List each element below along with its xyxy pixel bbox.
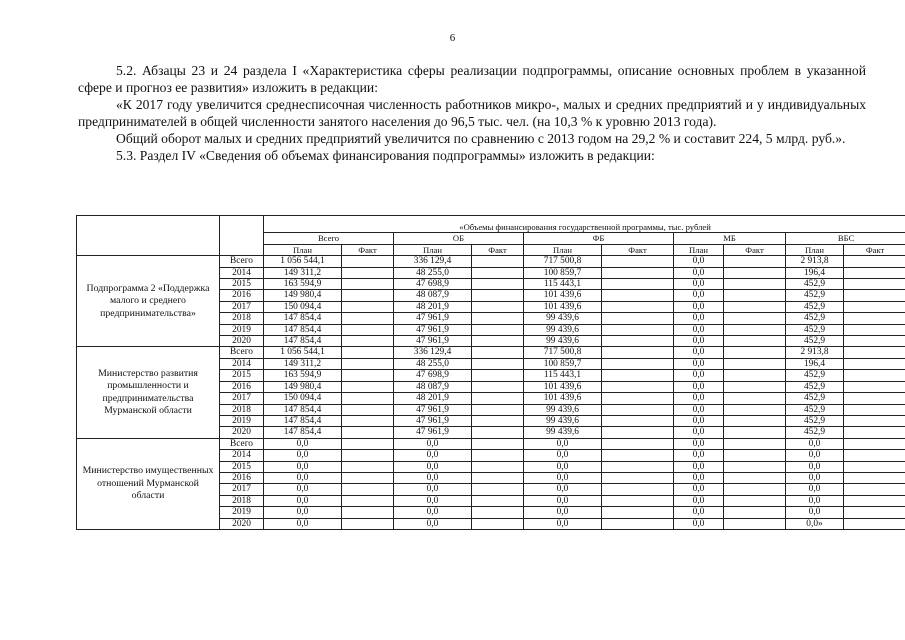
cell-fact-vbs <box>844 518 905 529</box>
cell-fact-ob <box>472 290 524 301</box>
cell-fact-total <box>342 313 394 324</box>
cell-fact-fb <box>602 415 674 426</box>
cell-fact-ob <box>472 427 524 438</box>
cell-fact-mb <box>724 450 786 461</box>
cell-plan-ob: 0,0 <box>394 461 472 472</box>
row-year: 2015 <box>220 370 264 381</box>
cell-plan-ob: 47 961,9 <box>394 427 472 438</box>
cell-fact-mb <box>724 427 786 438</box>
paragraph-turnover: Общий оборот малых и средних предприятий увеличится по сравнению с 2013 годом на 29,2 % и составит 224, 5 млрд. руб.». <box>116 131 846 146</box>
cell-plan-ob: 48 255,0 <box>394 358 472 369</box>
cell-fact-mb <box>724 404 786 415</box>
cell-plan-vbs: 0,0 <box>786 461 844 472</box>
cell-fact-total <box>342 279 394 290</box>
cell-fact-mb <box>724 472 786 483</box>
cell-plan-fb: 100 859,7 <box>524 267 602 278</box>
cell-fact-ob <box>472 381 524 392</box>
cell-fact-total <box>342 358 394 369</box>
cell-fact-total <box>342 484 394 495</box>
cell-plan-mb: 0,0 <box>674 313 724 324</box>
cell-fact-mb <box>724 495 786 506</box>
fact-header: Факт <box>472 244 524 255</box>
cell-plan-vbs: 452,9 <box>786 324 844 335</box>
cell-plan-ob: 0,0 <box>394 518 472 529</box>
cell-plan-vbs: 0,0 <box>786 438 844 449</box>
cell-fact-fb <box>602 472 674 483</box>
paragraph-quote-employment: «К 2017 году увеличится среднесписочная численность работников микро-, малых и средних предприятий и у индивидуальных предпринимателей в общей численности занятого населения до 96,5 тыс. чел. (на 10,3 % к уровню 2013 года). <box>78 97 866 129</box>
cell-plan-fb: 0,0 <box>524 461 602 472</box>
cell-fact-vbs <box>844 324 905 335</box>
cell-fact-vbs <box>844 404 905 415</box>
cell-plan-fb: 0,0 <box>524 507 602 518</box>
cell-plan-ob: 47 698,9 <box>394 279 472 290</box>
cell-fact-mb <box>724 290 786 301</box>
cell-fact-ob <box>472 472 524 483</box>
cell-fact-mb <box>724 324 786 335</box>
cell-fact-mb <box>724 313 786 324</box>
cell-fact-ob <box>472 256 524 267</box>
cell-fact-vbs <box>844 450 905 461</box>
cell-fact-total <box>342 472 394 483</box>
cell-plan-mb: 0,0 <box>674 507 724 518</box>
cell-fact-ob <box>472 450 524 461</box>
cell-fact-ob <box>472 301 524 312</box>
cell-plan-mb: 0,0 <box>674 484 724 495</box>
row-year: 2018 <box>220 313 264 324</box>
cell-fact-mb <box>724 347 786 358</box>
cell-fact-ob <box>472 358 524 369</box>
cell-fact-mb <box>724 267 786 278</box>
row-year: 2018 <box>220 404 264 415</box>
row-year: 2020 <box>220 336 264 347</box>
cell-fact-vbs <box>844 347 905 358</box>
row-year: Всего <box>220 438 264 449</box>
cell-plan-mb: 0,0 <box>674 450 724 461</box>
cell-plan-total: 0,0 <box>264 450 342 461</box>
cell-fact-mb <box>724 358 786 369</box>
cell-plan-vbs: 452,9 <box>786 336 844 347</box>
cell-plan-fb: 101 439,6 <box>524 301 602 312</box>
cell-fact-fb <box>602 450 674 461</box>
cell-plan-total: 0,0 <box>264 518 342 529</box>
cell-fact-ob <box>472 393 524 404</box>
cell-fact-ob <box>472 484 524 495</box>
cell-plan-total: 149 311,2 <box>264 358 342 369</box>
cell-fact-vbs <box>844 507 905 518</box>
cell-plan-fb: 99 439,6 <box>524 313 602 324</box>
cell-fact-mb <box>724 301 786 312</box>
cell-fact-total <box>342 301 394 312</box>
row-year: 2019 <box>220 324 264 335</box>
cell-fact-fb <box>602 495 674 506</box>
source-header-fb: ФБ <box>524 233 674 244</box>
cell-fact-total <box>342 427 394 438</box>
cell-fact-total <box>342 404 394 415</box>
cell-plan-mb: 0,0 <box>674 324 724 335</box>
cell-plan-ob: 0,0 <box>394 484 472 495</box>
cell-plan-vbs: 0,0 <box>786 484 844 495</box>
source-header-ob: ОБ <box>394 233 524 244</box>
cell-plan-ob: 0,0 <box>394 472 472 483</box>
cell-plan-fb: 0,0 <box>524 484 602 495</box>
cell-plan-vbs: 0,0 <box>786 507 844 518</box>
cell-plan-fb: 0,0 <box>524 472 602 483</box>
cell-fact-total <box>342 438 394 449</box>
row-year: 2020 <box>220 518 264 529</box>
plan-header: План <box>394 244 472 255</box>
cell-plan-ob: 47 698,9 <box>394 370 472 381</box>
table-row <box>77 347 905 358</box>
cell-fact-mb <box>724 507 786 518</box>
row-year: 2016 <box>220 290 264 301</box>
cell-plan-total: 150 094,4 <box>264 301 342 312</box>
cell-fact-mb <box>724 381 786 392</box>
cell-plan-vbs: 0,0 <box>786 450 844 461</box>
cell-plan-vbs: 196,4 <box>786 267 844 278</box>
cell-plan-fb: 0,0 <box>524 518 602 529</box>
cell-fact-mb <box>724 438 786 449</box>
financing-table <box>76 215 905 530</box>
cell-fact-mb <box>724 518 786 529</box>
row-year: 2017 <box>220 484 264 495</box>
cell-fact-fb <box>602 324 674 335</box>
cell-plan-fb: 0,0 <box>524 450 602 461</box>
table-row <box>77 256 905 267</box>
group-label: Подпрограмма 2 «Поддержка малого и среднего предпринимательства» <box>77 256 220 347</box>
source-header-vbs: ВБС <box>786 233 905 244</box>
cell-fact-total <box>342 290 394 301</box>
cell-plan-total: 147 854,4 <box>264 415 342 426</box>
table-row <box>77 438 905 449</box>
cell-plan-ob: 47 961,9 <box>394 324 472 335</box>
cell-fact-ob <box>472 279 524 290</box>
cell-plan-mb: 0,0 <box>674 472 724 483</box>
cell-fact-fb <box>602 347 674 358</box>
cell-plan-total: 147 854,4 <box>264 313 342 324</box>
cell-fact-ob <box>472 438 524 449</box>
cell-plan-ob: 48 201,9 <box>394 393 472 404</box>
cell-plan-mb: 0,0 <box>674 256 724 267</box>
cell-plan-ob: 48 087,9 <box>394 290 472 301</box>
group-label: Министерство имущественных отношений Мурманской области <box>77 438 220 529</box>
cell-plan-mb: 0,0 <box>674 404 724 415</box>
cell-fact-vbs <box>844 370 905 381</box>
cell-plan-vbs: 452,9 <box>786 415 844 426</box>
row-year: 2014 <box>220 450 264 461</box>
cell-plan-total: 0,0 <box>264 472 342 483</box>
cell-fact-total <box>342 267 394 278</box>
cell-plan-total: 149 311,2 <box>264 267 342 278</box>
row-year: 2017 <box>220 301 264 312</box>
row-year: 2014 <box>220 267 264 278</box>
row-year: Всего <box>220 256 264 267</box>
cell-fact-total <box>342 324 394 335</box>
cell-fact-vbs <box>844 438 905 449</box>
cell-plan-fb: 0,0 <box>524 438 602 449</box>
row-year: 2016 <box>220 381 264 392</box>
source-header-mb: МБ <box>674 233 786 244</box>
header-blank-cell <box>77 216 220 256</box>
cell-fact-fb <box>602 461 674 472</box>
row-year: Всего <box>220 347 264 358</box>
cell-plan-ob: 0,0 <box>394 438 472 449</box>
cell-plan-total: 0,0 <box>264 507 342 518</box>
cell-fact-fb <box>602 256 674 267</box>
cell-plan-total: 147 854,4 <box>264 404 342 415</box>
cell-fact-mb <box>724 393 786 404</box>
cell-fact-fb <box>602 358 674 369</box>
cell-fact-fb <box>602 507 674 518</box>
cell-plan-ob: 336 129,4 <box>394 347 472 358</box>
cell-plan-mb: 0,0 <box>674 495 724 506</box>
cell-fact-fb <box>602 518 674 529</box>
cell-plan-mb: 0,0 <box>674 370 724 381</box>
cell-fact-ob <box>472 370 524 381</box>
cell-fact-fb <box>602 381 674 392</box>
cell-plan-total: 147 854,4 <box>264 336 342 347</box>
cell-plan-ob: 48 087,9 <box>394 381 472 392</box>
cell-plan-fb: 0,0 <box>524 495 602 506</box>
cell-fact-mb <box>724 461 786 472</box>
cell-fact-mb <box>724 256 786 267</box>
cell-plan-mb: 0,0 <box>674 301 724 312</box>
plan-header: План <box>786 244 844 255</box>
cell-plan-fb: 99 439,6 <box>524 415 602 426</box>
cell-fact-total <box>342 450 394 461</box>
page-number: 6 <box>449 32 456 44</box>
cell-fact-fb <box>602 336 674 347</box>
cell-plan-vbs: 452,9 <box>786 279 844 290</box>
cell-plan-fb: 99 439,6 <box>524 427 602 438</box>
cell-fact-fb <box>602 290 674 301</box>
cell-plan-ob: 0,0 <box>394 507 472 518</box>
cell-fact-fb <box>602 370 674 381</box>
cell-plan-ob: 47 961,9 <box>394 415 472 426</box>
cell-fact-fb <box>602 484 674 495</box>
cell-plan-ob: 336 129,4 <box>394 256 472 267</box>
cell-plan-vbs: 452,9 <box>786 313 844 324</box>
cell-fact-vbs <box>844 484 905 495</box>
cell-fact-fb <box>602 438 674 449</box>
paragraph-5-2: 5.2. Абзацы 23 и 24 раздела I «Характеристика сферы реализации подпрограммы, описание основных проблем в указанной сфере и прогноз ее развития» изложить в редакции: <box>78 63 866 95</box>
paragraph-5-3: 5.3. Раздел IV «Сведения об объемах финансирования подпрограммы» изложить в редакции: <box>116 148 655 163</box>
cell-plan-fb: 101 439,6 <box>524 393 602 404</box>
cell-fact-vbs <box>844 301 905 312</box>
row-year: 2017 <box>220 393 264 404</box>
cell-plan-ob: 48 201,9 <box>394 301 472 312</box>
cell-fact-fb <box>602 313 674 324</box>
fact-header: Факт <box>724 244 786 255</box>
table-header-title: «Объемы финансирования государственной программы, тыс. рублей <box>264 222 905 233</box>
header-blank-cell <box>220 216 264 256</box>
cell-fact-mb <box>724 484 786 495</box>
cell-plan-mb: 0,0 <box>674 415 724 426</box>
cell-fact-ob <box>472 313 524 324</box>
cell-plan-mb: 0,0 <box>674 393 724 404</box>
cell-plan-mb: 0,0 <box>674 438 724 449</box>
cell-fact-total <box>342 256 394 267</box>
cell-fact-total <box>342 518 394 529</box>
cell-plan-fb: 717 500,8 <box>524 256 602 267</box>
row-year: 2015 <box>220 461 264 472</box>
document-text <box>78 62 866 164</box>
cell-fact-mb <box>724 336 786 347</box>
cell-plan-total: 147 854,4 <box>264 427 342 438</box>
row-year: 2018 <box>220 495 264 506</box>
cell-fact-mb <box>724 370 786 381</box>
cell-fact-ob <box>472 518 524 529</box>
cell-fact-fb <box>602 404 674 415</box>
cell-fact-total <box>342 415 394 426</box>
cell-plan-mb: 0,0 <box>674 358 724 369</box>
cell-plan-fb: 99 439,6 <box>524 336 602 347</box>
cell-fact-ob <box>472 415 524 426</box>
cell-plan-fb: 115 443,1 <box>524 279 602 290</box>
cell-fact-vbs <box>844 381 905 392</box>
source-header-total: Всего <box>264 233 394 244</box>
cell-fact-vbs <box>844 427 905 438</box>
cell-plan-total: 0,0 <box>264 438 342 449</box>
row-year: 2015 <box>220 279 264 290</box>
cell-fact-mb <box>724 279 786 290</box>
fact-header: Факт <box>342 244 394 255</box>
cell-plan-total: 149 980,4 <box>264 290 342 301</box>
cell-plan-ob: 0,0 <box>394 495 472 506</box>
cell-plan-mb: 0,0 <box>674 267 724 278</box>
group-label: Министерство развития промышленности и предпринимательства Мурманской области <box>77 347 220 438</box>
cell-plan-total: 0,0 <box>264 495 342 506</box>
cell-plan-vbs: 0,0 <box>786 472 844 483</box>
cell-fact-fb <box>602 279 674 290</box>
cell-fact-vbs <box>844 336 905 347</box>
cell-fact-total <box>342 495 394 506</box>
cell-plan-vbs: 452,9 <box>786 427 844 438</box>
cell-plan-total: 149 980,4 <box>264 381 342 392</box>
cell-fact-vbs <box>844 415 905 426</box>
cell-plan-total: 1 056 544,1 <box>264 256 342 267</box>
cell-fact-mb <box>724 415 786 426</box>
cell-fact-ob <box>472 404 524 415</box>
cell-fact-total <box>342 347 394 358</box>
cell-fact-fb <box>602 301 674 312</box>
cell-fact-vbs <box>844 393 905 404</box>
cell-fact-vbs <box>844 495 905 506</box>
cell-fact-total <box>342 461 394 472</box>
cell-plan-mb: 0,0 <box>674 461 724 472</box>
cell-plan-ob: 47 961,9 <box>394 336 472 347</box>
row-year: 2020 <box>220 427 264 438</box>
cell-plan-total: 1 056 544,1 <box>264 347 342 358</box>
cell-plan-mb: 0,0 <box>674 427 724 438</box>
cell-plan-fb: 101 439,6 <box>524 381 602 392</box>
cell-plan-ob: 47 961,9 <box>394 313 472 324</box>
cell-plan-fb: 100 859,7 <box>524 358 602 369</box>
cell-plan-mb: 0,0 <box>674 279 724 290</box>
cell-fact-vbs <box>844 313 905 324</box>
cell-plan-total: 0,0 <box>264 461 342 472</box>
cell-plan-vbs: 452,9 <box>786 301 844 312</box>
cell-fact-vbs <box>844 256 905 267</box>
cell-plan-vbs: 452,9 <box>786 370 844 381</box>
cell-fact-ob <box>472 336 524 347</box>
cell-plan-ob: 47 961,9 <box>394 404 472 415</box>
cell-plan-vbs: 2 913,8 <box>786 256 844 267</box>
cell-plan-mb: 0,0 <box>674 290 724 301</box>
cell-plan-ob: 48 255,0 <box>394 267 472 278</box>
fact-header: Факт <box>602 244 674 255</box>
cell-fact-total <box>342 370 394 381</box>
cell-fact-ob <box>472 507 524 518</box>
cell-fact-total <box>342 381 394 392</box>
cell-plan-total: 147 854,4 <box>264 324 342 335</box>
cell-fact-vbs <box>844 358 905 369</box>
cell-fact-fb <box>602 427 674 438</box>
cell-plan-vbs: 452,9 <box>786 381 844 392</box>
cell-plan-mb: 0,0 <box>674 336 724 347</box>
cell-fact-ob <box>472 347 524 358</box>
cell-plan-mb: 0,0 <box>674 518 724 529</box>
cell-plan-total: 0,0 <box>264 484 342 495</box>
cell-fact-fb <box>602 267 674 278</box>
plan-header: План <box>524 244 602 255</box>
row-year: 2014 <box>220 358 264 369</box>
cell-plan-fb: 99 439,6 <box>524 324 602 335</box>
row-year: 2019 <box>220 507 264 518</box>
cell-fact-fb <box>602 393 674 404</box>
cell-plan-vbs: 0,0» <box>786 518 844 529</box>
plan-header: План <box>264 244 342 255</box>
cell-plan-mb: 0,0 <box>674 347 724 358</box>
cell-plan-mb: 0,0 <box>674 381 724 392</box>
cell-plan-ob: 0,0 <box>394 450 472 461</box>
cell-plan-total: 163 594,9 <box>264 279 342 290</box>
cell-fact-vbs <box>844 267 905 278</box>
cell-fact-vbs <box>844 472 905 483</box>
fact-header: Факт <box>844 244 905 255</box>
cell-fact-vbs <box>844 290 905 301</box>
cell-fact-total <box>342 507 394 518</box>
cell-plan-vbs: 0,0 <box>786 495 844 506</box>
cell-fact-ob <box>472 267 524 278</box>
cell-plan-vbs: 2 913,8 <box>786 347 844 358</box>
cell-fact-total <box>342 336 394 347</box>
cell-plan-vbs: 196,4 <box>786 358 844 369</box>
cell-plan-total: 163 594,9 <box>264 370 342 381</box>
cell-fact-vbs <box>844 279 905 290</box>
cell-plan-vbs: 452,9 <box>786 290 844 301</box>
cell-fact-ob <box>472 324 524 335</box>
cell-plan-fb: 99 439,6 <box>524 404 602 415</box>
row-year: 2019 <box>220 415 264 426</box>
cell-plan-fb: 717 500,8 <box>524 347 602 358</box>
cell-fact-ob <box>472 461 524 472</box>
cell-plan-total: 150 094,4 <box>264 393 342 404</box>
plan-header: План <box>674 244 724 255</box>
cell-plan-vbs: 452,9 <box>786 393 844 404</box>
cell-fact-vbs <box>844 461 905 472</box>
row-year: 2016 <box>220 472 264 483</box>
cell-fact-total <box>342 393 394 404</box>
cell-plan-fb: 115 443,1 <box>524 370 602 381</box>
cell-fact-ob <box>472 495 524 506</box>
cell-plan-vbs: 452,9 <box>786 404 844 415</box>
cell-plan-fb: 101 439,6 <box>524 290 602 301</box>
